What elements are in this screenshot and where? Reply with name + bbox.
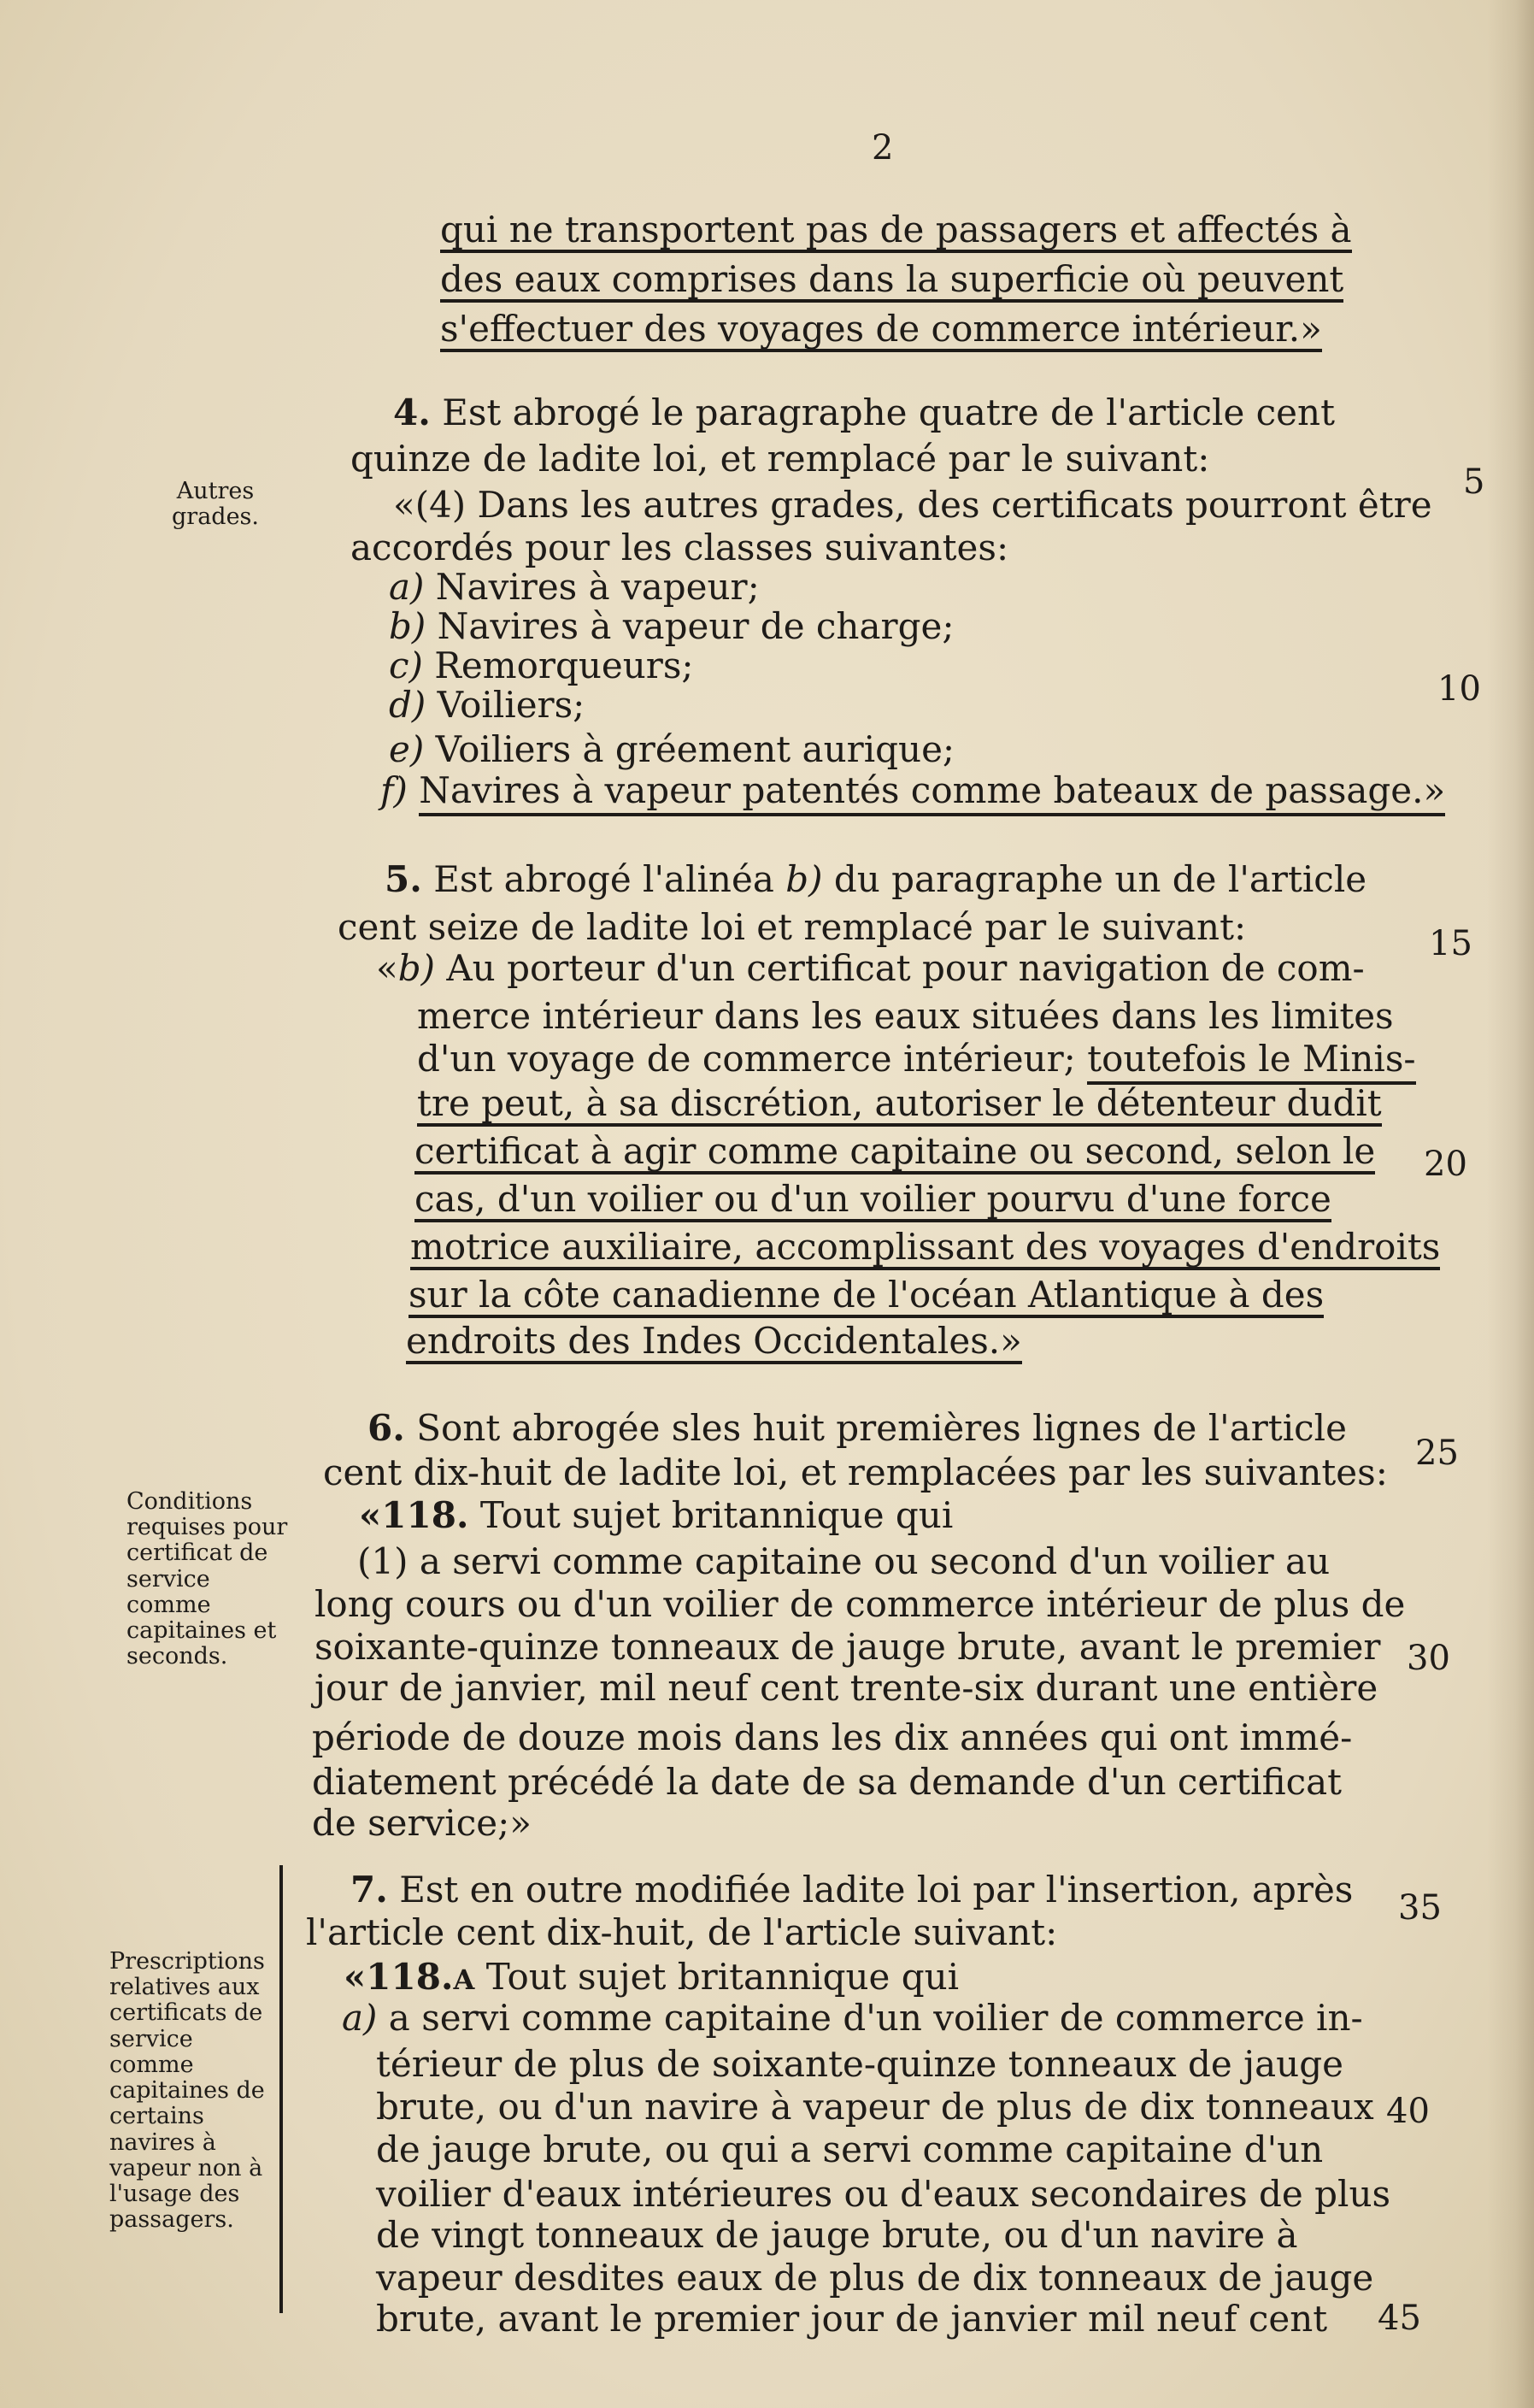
article-number: «118. bbox=[344, 1956, 454, 1998]
item-label: b) bbox=[389, 605, 426, 647]
text-line: période de douze mois dans les dix années qui ont immé- bbox=[312, 1716, 1353, 1758]
article-line bbox=[344, 1956, 960, 1998]
line-number: 25 bbox=[1415, 1434, 1459, 1473]
item-label: c) bbox=[389, 645, 423, 686]
list-item bbox=[389, 684, 585, 726]
text-line: Sont abrogée sles huit premières lignes de l'article bbox=[416, 1407, 1347, 1449]
text-line: soixante-quinze tonneaux de jauge brute, avant le premier bbox=[314, 1626, 1381, 1668]
text-line: térieur de plus de soixante-quinze tonneaux de jauge bbox=[376, 2043, 1343, 2085]
list-item bbox=[389, 605, 955, 647]
text-line: s'effectuer des voyages de commerce intérieur.» bbox=[440, 311, 1322, 352]
text-line: jour de janvier, mil neuf cent trente-six durant une entière bbox=[314, 1667, 1378, 1709]
text-line: motrice auxiliaire, accomplissant des voyages d'endroits bbox=[410, 1229, 1440, 1270]
text-line: Navires à vapeur de charge; bbox=[437, 605, 955, 647]
margin-note: Conditions requises pour certificat de service comme capitaines et seconds. bbox=[126, 1488, 288, 1670]
list-item bbox=[389, 645, 694, 686]
item-label: e) bbox=[389, 728, 425, 770]
article-number: «118. bbox=[359, 1494, 469, 1536]
item-label: b) bbox=[785, 858, 823, 900]
text-line: de jauge brute, ou qui a servi comme capitaine d'un bbox=[376, 2128, 1324, 2170]
item-label: a) bbox=[389, 566, 425, 608]
text-line: toutefois le Minis- bbox=[1087, 1038, 1415, 1085]
list-item bbox=[389, 728, 955, 770]
line-number: 40 bbox=[1386, 2092, 1430, 2131]
text-line: Voiliers; bbox=[437, 684, 585, 726]
text-line: tre peut, à sa discrétion, autoriser le détenteur dudit bbox=[417, 1086, 1382, 1127]
text-line: cas, d'un voilier ou d'un voilier pourvu d'une force bbox=[414, 1181, 1331, 1222]
text-line: «(4) Dans les autres grades, des certificats pourront être bbox=[393, 484, 1432, 526]
text-line: brute, avant le premier jour de janvier mil neuf cent bbox=[376, 2298, 1328, 2340]
text-line: qui ne transportent pas de passagers et affectés à bbox=[440, 212, 1352, 253]
text-line: Tout sujet britannique qui bbox=[485, 1956, 960, 1998]
text-line: vapeur desdites eaux de plus de dix tonneaux de jauge bbox=[376, 2257, 1374, 2299]
text-line: Est en outre modifiée ladite loi par l'insertion, après bbox=[399, 1869, 1354, 1911]
line-number: 20 bbox=[1424, 1145, 1467, 1184]
text-line: (1) a servi comme capitaine ou second d'un voilier au bbox=[357, 1540, 1331, 1582]
section-number: 4. bbox=[393, 392, 431, 433]
text-line: long cours ou d'un voilier de commerce intérieur de plus de bbox=[314, 1583, 1406, 1625]
list-item bbox=[380, 769, 1446, 811]
text-line: brute, ou d'un navire à vapeur de plus de dix tonneaux bbox=[376, 2086, 1374, 2128]
text-line: Voiliers à gréement aurique; bbox=[435, 728, 955, 770]
text-line: cent seize de ladite loi et remplacé par le suivant: bbox=[338, 906, 1247, 948]
text-line: Navires à vapeur patentés comme bateaux de passage.» bbox=[419, 769, 1445, 816]
text-line: a servi comme capitaine d'un voilier de commerce in- bbox=[388, 1997, 1363, 2039]
line-number: 30 bbox=[1407, 1639, 1450, 1678]
list-item bbox=[342, 1997, 1363, 2039]
text-line: accordés pour les classes suivantes: bbox=[350, 527, 1009, 568]
section-6-first-line bbox=[367, 1407, 1347, 1449]
text-line: Est abrogé l'alinéa bbox=[433, 858, 774, 900]
section-number: 7. bbox=[350, 1869, 388, 1911]
section-number: 5. bbox=[385, 858, 422, 900]
article-suffix: A bbox=[453, 1963, 475, 1996]
text-line: Navires à vapeur; bbox=[435, 566, 760, 608]
text-line: cent dix-huit de ladite loi, et remplacées par les suivantes: bbox=[323, 1451, 1388, 1493]
text-line: Remorqueurs; bbox=[434, 645, 694, 686]
text-line: Est abrogé le paragraphe quatre de l'article cent bbox=[442, 392, 1335, 433]
section-7-first-line bbox=[350, 1869, 1354, 1911]
line-number: 45 bbox=[1378, 2299, 1421, 2338]
text-line: certificat à agir comme capitaine ou second, selon le bbox=[414, 1133, 1375, 1175]
text-line: Tout sujet britannique qui bbox=[479, 1494, 954, 1536]
item-label: a) bbox=[342, 1997, 378, 2039]
text-line: de service;» bbox=[312, 1802, 532, 1844]
margin-note: Autres grades. bbox=[172, 478, 259, 531]
text-line: voilier d'eaux intérieures ou d'eaux secondaires de plus bbox=[376, 2173, 1391, 2215]
line-number: 5 bbox=[1463, 462, 1485, 502]
page-number: 2 bbox=[872, 128, 894, 168]
text-line: l'article cent dix-huit, de l'article suivant: bbox=[306, 1911, 1058, 1953]
section-5-first-line bbox=[385, 858, 1367, 900]
item-label: b) bbox=[397, 947, 435, 989]
page-edge-shadow bbox=[1487, 0, 1534, 2408]
item-label: d) bbox=[389, 684, 426, 726]
article-line bbox=[359, 1494, 954, 1536]
item-label: f) bbox=[380, 769, 408, 811]
text-line: des eaux comprises dans la superficie où peuvent bbox=[440, 262, 1343, 303]
list-item bbox=[376, 947, 1365, 989]
section-number: 6. bbox=[367, 1407, 405, 1449]
list-item bbox=[389, 566, 760, 608]
open-quote: « bbox=[376, 947, 398, 989]
section-4-first-line bbox=[393, 392, 1335, 433]
line-number: 15 bbox=[1429, 924, 1472, 963]
text-line: d'un voyage de commerce intérieur; bbox=[417, 1038, 1076, 1080]
margin-note: Prescriptions relatives aux certificats de service comme capitaines de certains navires à vapeur non à l'usage des passagers. bbox=[109, 1948, 265, 2234]
text-line bbox=[417, 1038, 1416, 1080]
text-line: du paragraphe un de l'article bbox=[833, 858, 1367, 900]
text-line: Au porteur d'un certificat pour navigation de com- bbox=[446, 947, 1365, 989]
line-number: 10 bbox=[1437, 669, 1481, 709]
text-line: diatement précédé la date de sa demande d'un certificat bbox=[312, 1761, 1343, 1803]
line-number: 35 bbox=[1398, 1888, 1442, 1928]
text-line: quinze de ladite loi, et remplacé par le suivant: bbox=[350, 438, 1210, 480]
text-line: merce intérieur dans les eaux situées dans les limites bbox=[417, 995, 1394, 1037]
text-line: sur la côte canadienne de l'océan Atlantique à des bbox=[408, 1277, 1324, 1318]
text-line: de vingt tonneaux de jauge brute, ou d'un navire à bbox=[376, 2214, 1298, 2256]
text-line: endroits des Indes Occidentales.» bbox=[406, 1323, 1022, 1364]
